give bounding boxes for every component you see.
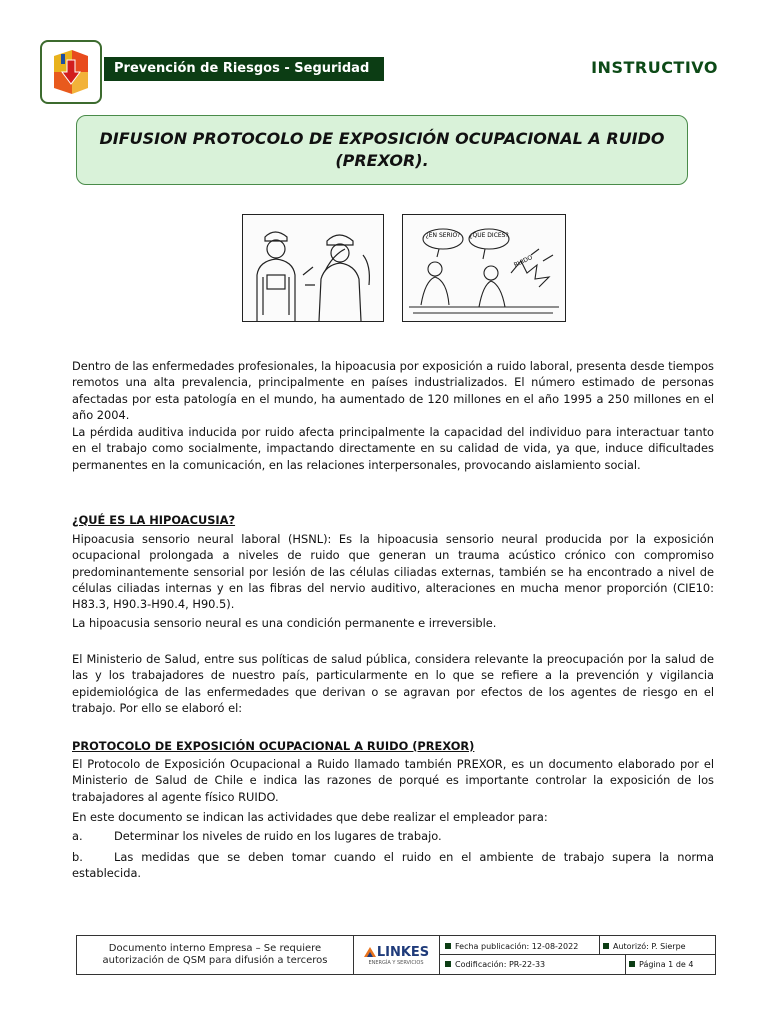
footer-pub-date bbox=[445, 937, 578, 955]
paragraph-hsnl: Hipoacusia sensorio neural laboral (HSNL): Es la hipoacusia sensorio neural producida por la exposición ocupacional prolongada a niveles de ruido que generan un trauma acústico crónico con compromiso predominantemente sensorial por lesión de las células ciliadas externas, también se ha encontrado a nivel de células ciliadas internas y en las fibras del nervio auditivo, alteraciones en mucha menor proporción (CIE10: H83.3, H90.3-H90.4, H90.5). bbox=[72, 532, 714, 612]
footer-logo-sub: ENERGÍA Y SERVICIOS bbox=[368, 959, 424, 966]
square-bullet-icon bbox=[629, 961, 635, 967]
footer-notice bbox=[77, 936, 354, 974]
footer-authorized-text: Autorizó: P. Sierpe bbox=[613, 941, 686, 951]
bubble-text-2: ¿QUE DICES? bbox=[469, 232, 509, 239]
list-label: a. bbox=[72, 829, 83, 843]
footer-divider bbox=[439, 954, 715, 955]
footer-code bbox=[445, 955, 545, 973]
square-bullet-icon bbox=[603, 943, 609, 949]
footer-notice-line2: autorización de QSM para difusión a terceros bbox=[102, 955, 328, 966]
list-item bbox=[72, 828, 714, 844]
square-bullet-icon bbox=[445, 961, 451, 967]
footer-divider bbox=[625, 954, 626, 974]
footer-logo bbox=[353, 936, 440, 974]
workers-illustration bbox=[242, 214, 384, 322]
company-bar: Prevención de Riesgos - Seguridad bbox=[104, 57, 384, 81]
footer-pub-date-text: Fecha publicación: 12-08-2022 bbox=[455, 941, 579, 951]
noise-comic-illustration bbox=[402, 214, 566, 322]
linkes-logo-icon bbox=[363, 946, 377, 958]
paragraph-hearing-loss: La pérdida auditiva inducida por ruido afecta principalmente la capacidad del individuo para interactuar tanto en el trabajo como socialmente, impactando directamente en su calidad de vida, ya que, induce dificultades permanentes en la comunicación, en las relaciones interpersonales, provocando aislamiento social. bbox=[72, 425, 714, 472]
footer-code-text: Codificación: PR-22-33 bbox=[455, 959, 546, 969]
footer-page bbox=[629, 955, 693, 973]
heading-hipoacusia: ¿QUÉ ES LA HIPOACUSIA? bbox=[72, 513, 236, 527]
paragraph-permanent: La hipoacusia sensorio neural es una condición permanente e irreversible. bbox=[72, 616, 497, 630]
footer-page-text: Página 1 de 4 bbox=[639, 959, 694, 969]
footer-authorized bbox=[603, 937, 686, 955]
document-title: DIFUSION PROTOCOLO DE EXPOSICIÓN OCUPACIONAL A RUIDO (PREXOR). bbox=[99, 129, 665, 170]
footer-logo-name: LINKES bbox=[376, 944, 430, 960]
paragraph-activities: En este documento se indican las actividades que debe realizar el empleador para: bbox=[72, 810, 548, 824]
bubble-text-1: ¿EN SERIO? bbox=[425, 232, 461, 239]
list-label: b. bbox=[72, 850, 83, 864]
document-type: INSTRUCTIVO bbox=[591, 58, 718, 77]
company-logo bbox=[40, 40, 102, 104]
footer-notice-line1: Documento interno Empresa – Se requiere bbox=[108, 943, 322, 954]
prevention-logo-icon bbox=[42, 42, 100, 102]
paragraph-intro: Dentro de las enfermedades profesionales, la hipoacusia por exposición a ruido laboral, presenta desde tiempos remotos una alta prevalencia, principalmente en países industrializados. El número estimado de personas afectadas por esta patología en el mundo, ha aumentado de 120 millones en el año 1995 a 250 millones en el año 2004. bbox=[72, 359, 714, 422]
list-text: Las medidas que se deben tomar cuando el ruido en el ambiente de trabajo supera la norma establecida. bbox=[72, 850, 714, 881]
bubble-text-3: RUIDO bbox=[512, 254, 534, 269]
heading-prexor: PROTOCOLO DE EXPOSICIÓN OCUPACIONAL A RUIDO (PREXOR) bbox=[72, 739, 475, 753]
footer-divider bbox=[599, 936, 600, 954]
paragraph-ministerio: El Ministerio de Salud, entre sus políticas de salud pública, considera relevante la preocupación por la salud de las y los trabajadores de nuestro país, particularmente en lo que se refiere a la prevención y vigilancia epidemiológica de las enfermedades que derivan o se agravan por efectos de los agentes de riesgo en el trabajo. Por ello se elaboró el: bbox=[72, 652, 714, 715]
list-item bbox=[72, 849, 714, 882]
paragraph-prexor: El Protocolo de Exposición Ocupacional a Ruido llamado también PREXOR, es un documento elaborado por el Ministerio de Salud de Chile e indica las razones de porqué es importante controlar la exposición de los trabajadores al agente físico RUIDO. bbox=[72, 757, 714, 804]
title-box bbox=[76, 115, 688, 185]
square-bullet-icon bbox=[445, 943, 451, 949]
list-text: Determinar los niveles de ruido en los lugares de trabajo. bbox=[114, 829, 442, 843]
footer bbox=[76, 935, 716, 975]
